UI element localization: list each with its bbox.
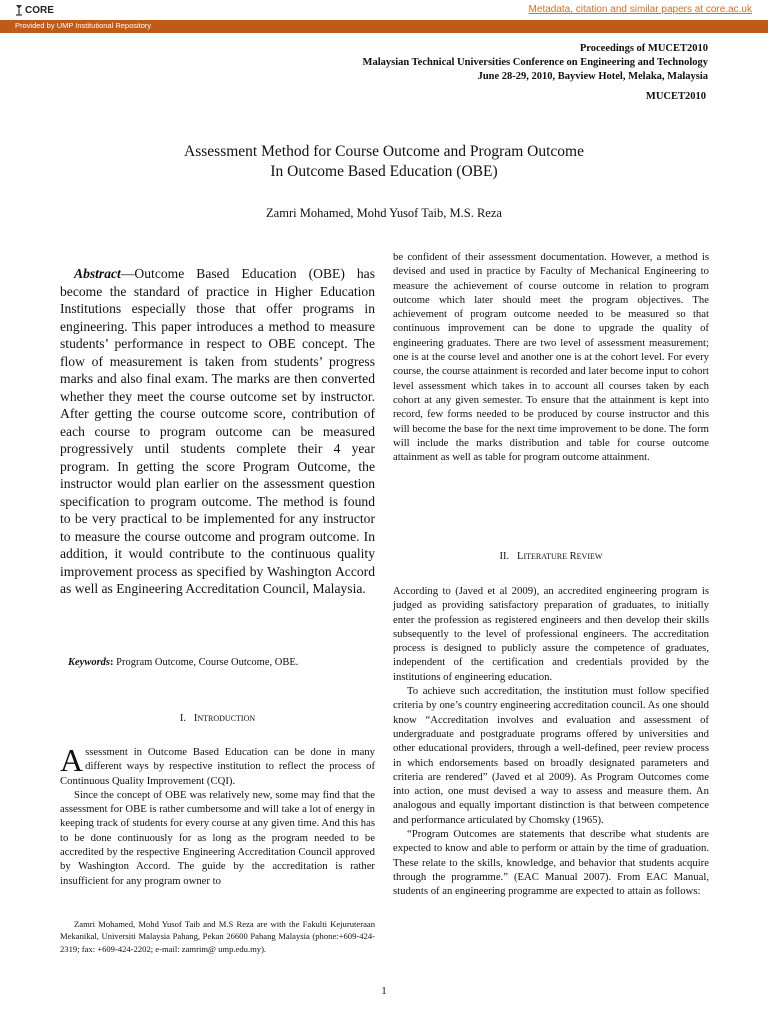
provided-by-text[interactable]: Provided by UMP Institutional Repository <box>15 21 152 30</box>
conference-name: Malaysian Technical Universities Conference on Engineering and Technology <box>362 57 708 68</box>
intro-paragraph-1-text: ssessment in Outcome Based Education can be done in many different ways by respective institution to reflect the process of Continuous Quality Improvement (CQI). <box>60 746 375 787</box>
abstract-text: —Outcome Based Education (OBE) has become the standard of practice in Higher Education Institutions especially those that offer programs in engineering. This paper introduces a method to measure students’ performance in respect to OBE concept. The flow of measurement is taken from students’ progress marks and also final exam. The marks are then converted whether they meet the course outcome set by instructor. After getting the course outcome score, contribution of each course to program outcome can be measured progressively until students complete their 4 year program. In getting the score Program Outcome, the instructor would plan earlier on the assessment question specification to program outcome. The method is found to be very practical to be implemented for any instructor to measure the course outcome and program outcome. In addition, it would contribute to the continuous quality improvement process as specified by Washington Accord as well as Engineering Accreditation Council, Malaysia. <box>60 266 375 596</box>
intro-paragraph-2: Since the concept of OBE was relatively new, some may find that the assessment for OBE is rather cumbersome and will take a lot of energy in keeping track of students for every course at any given time. And this has to be done continuously for as long as the program needed to be accredited by the respective Engineering Accreditation Council approved by Washington Accord. The guide by the accreditation is rather insufficient for any program owner to <box>60 788 375 887</box>
section-heading-literature-review <box>393 551 709 562</box>
author-footnote: Zamri Mohamed, Mohd Yusof Taib and M.S Reza are with the Fakulti Kejuruteraan Mekanikal, Universiti Malaysia Pahang, Pekan 26600 Pahang Malaysia (phone:+609-424-2319; fax: +609-424-2202; e-mail: zamrim@ ump.edu.my). <box>60 919 375 954</box>
keywords <box>60 657 375 668</box>
page-number: 1 <box>381 985 387 997</box>
section-number: II. <box>499 551 510 562</box>
keywords-text: Program Outcome, Course Outcome, OBE. <box>113 657 299 668</box>
core-logo[interactable] <box>15 3 54 17</box>
section-title-rest: EVIEW <box>576 552 603 561</box>
section-title-rest: ITERATURE <box>523 552 568 561</box>
abstract-label: Abstract <box>74 266 121 281</box>
paper-title-line-2: In Outcome Based Education (OBE) <box>270 163 498 180</box>
section-title-rest: NTRODUCTION <box>197 714 256 723</box>
conference-code: MUCET2010 <box>645 91 706 102</box>
section-title-initial: L <box>517 551 524 562</box>
core-banner <box>0 0 768 21</box>
paper-authors: Zamri Mohamed, Mohd Yusof Taib, M.S. Reza <box>266 206 502 220</box>
core-logo-text: CORE <box>25 4 54 16</box>
keywords-colon: : <box>110 657 114 668</box>
section-heading-introduction <box>60 713 375 724</box>
section-title-initial: R <box>569 551 577 562</box>
core-metadata-link[interactable]: Metadata, citation and similar papers at core.ac.uk <box>528 4 752 15</box>
proceedings-title: Proceedings of MUCET2010 <box>579 43 708 54</box>
intro-paragraph-1 <box>60 742 375 788</box>
core-logo-icon <box>15 4 23 16</box>
introduction-body <box>60 742 375 888</box>
paper-title-line-1: Assessment Method for Course Outcome and Program Outcome <box>184 143 584 160</box>
lit-paragraph-3: “Program Outcomes are statements that describe what students are expected to know and able to perform or attain by the time of graduation. These relate to the skills, knowledge, and behavior that students acquire through the programme.” (EAC Manual 2007). From EAC Manual, students of an engineering programme are expected to attain as follows: <box>393 828 709 898</box>
continued-paragraph: be confident of their assessment documentation. However, a method is devised and used in practice by Faculty of Mechanical Engineering to measure the achievement of course outcome in relation to program outcome which later should meet the program objectives. The achievement of program outcome needed to be measured so that continuous improvement can be done to upgrade the quality of engineering graduates. There are two level of assessment measurement; one is at the course level and another one is at the cohort level. For every course, the course attainment is recorded and later become input to cohort level assessment which takes in to account all courses taken by each cohort at any given semester. To ensure that the attainment is kept into record, few forms needed to be produced by course instructor and this will become the base for the next time improvement to be done. The form will include the marks distribution and table for course outcome attainment as well as table for program outcome attainment. <box>393 251 709 464</box>
lit-paragraph-2: To achieve such accreditation, the institution must follow specified criteria by one’s country engineering accreditation council. As one should know “Accreditation involves and evaluation and assessment of undergraduate and postgraduate programs offered by universities and other educational providers, through a well-defined, peer review process in which endorsements based on broadly designated parameters and criteria are rendered” (Javed et al 2009). As Program Outcomes come into action, one must devised a way to assess and measure them. An analogous and equally important distinction is that between competence and performance articulated by Chomsky (1965). <box>393 685 709 826</box>
literature-review-body <box>393 584 709 899</box>
conference-date-venue: June 28-29, 2010, Bayview Hotel, Melaka, Malaysia <box>477 71 708 82</box>
lit-paragraph-1: According to (Javed et al 2009), an accredited engineering program is judged as providing satisfactory preparation of graduates, to initially enter the profession as registered engineers and then develop their skills subsequently to the level of professional engineers. The accreditation process is designed to publicly assure the competence of graduates, independent of the certification and credentials provided by the institutions of engineering education. <box>393 585 709 683</box>
drop-cap: A <box>60 742 84 778</box>
provider-bar <box>0 20 768 33</box>
section-number: I. <box>179 713 186 724</box>
abstract <box>60 265 375 598</box>
keywords-label: Keywords <box>68 657 110 668</box>
section-title-initial: I <box>193 713 198 724</box>
